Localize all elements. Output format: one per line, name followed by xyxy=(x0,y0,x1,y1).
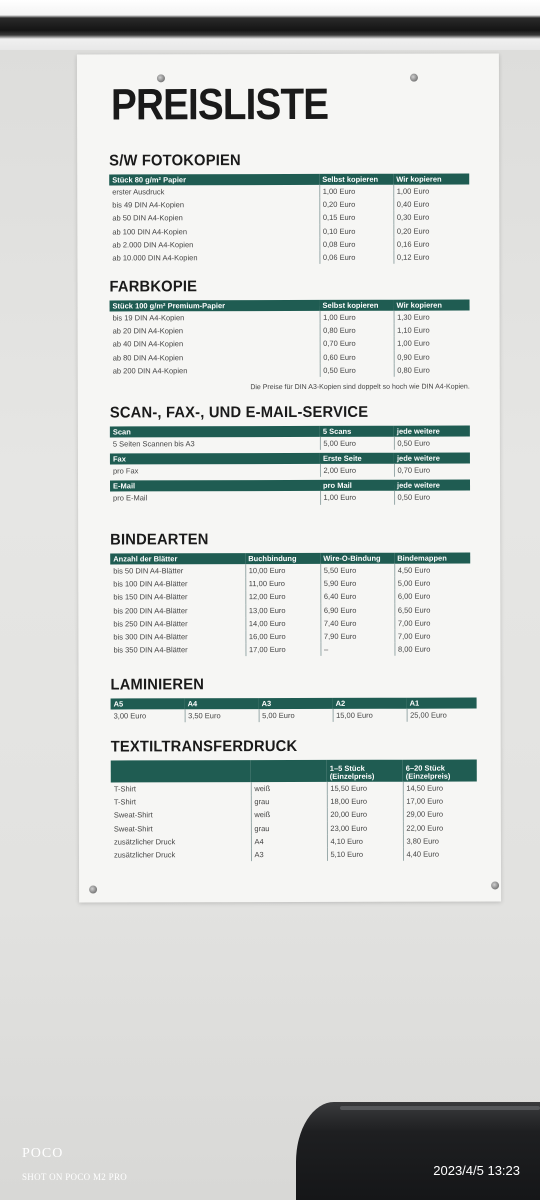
column-header: Bindemappen xyxy=(394,553,470,564)
column-header xyxy=(251,760,327,782)
table-cell: ab 50 DIN A4-Kopien xyxy=(112,213,183,223)
table-cell: 17,00 Euro xyxy=(245,643,320,656)
price-table xyxy=(111,760,477,862)
column-header: Erste Seite xyxy=(320,453,394,464)
column-header: Stück 100 g/m² Premium-Papier xyxy=(110,300,320,312)
table-cell: 5,00 Euro xyxy=(320,437,394,450)
section-title: S/W FOTOKOPIEN xyxy=(109,152,241,170)
table-row xyxy=(111,821,477,835)
column-header: A4 xyxy=(185,698,259,709)
table-cell: bis 200 DIN A4-Blätter xyxy=(113,605,188,616)
section-sw-copies xyxy=(109,152,469,265)
table-cell: 22,00 Euro xyxy=(403,821,477,834)
section-title: TEXTILTRANSFERDRUCK xyxy=(110,737,298,756)
column-header: 6–20 Stück (Einzelpreis) xyxy=(403,760,477,782)
column-header: 1–5 Stück (Einzelpreis) xyxy=(327,760,403,782)
table-cell: 14,00 Euro xyxy=(245,617,320,630)
table-cell: 1,30 Euro xyxy=(394,311,470,324)
table-cell: bis 50 DIN A4-Blätter xyxy=(113,566,184,576)
column-header: Wire-O-Bindung xyxy=(320,553,394,564)
table-row xyxy=(110,337,470,351)
table-cell: grau xyxy=(251,795,327,808)
table-cell: 12,00 Euro xyxy=(245,590,320,603)
section-color-copies xyxy=(109,278,470,392)
table-row xyxy=(111,847,477,861)
price-table xyxy=(109,174,469,265)
table-cell: 1,10 Euro xyxy=(394,324,470,337)
table-row xyxy=(111,795,477,809)
table-cell: zusätzlicher Druck xyxy=(113,837,176,847)
a3-note: Die Preise für DIN A3-Kopien sind doppelt so hoch wie DIN A4-Kopien. xyxy=(250,383,470,392)
screw-icon xyxy=(410,74,418,82)
table-cell: 14,50 Euro xyxy=(403,782,477,795)
column-header: jede weitere xyxy=(394,426,470,437)
table-cell: 1,00 Euro xyxy=(320,311,394,324)
table-cell: 0,80 Euro xyxy=(394,363,470,376)
table-cell: 15,00 Euro xyxy=(333,709,407,722)
column-header: Wir kopieren xyxy=(393,174,469,185)
table-cell: 1,00 Euro xyxy=(320,491,394,504)
table-row xyxy=(111,709,477,723)
column-header: 5 Scans xyxy=(320,426,394,437)
table-cell: 0,16 Euro xyxy=(393,237,469,250)
table-cell: 5,00 Euro xyxy=(394,577,470,590)
table-cell: 20,00 Euro xyxy=(327,808,403,821)
table-cell: A4 xyxy=(251,835,327,848)
table-cell: 13,00 Euro xyxy=(245,603,320,616)
column-header: pro Mail xyxy=(320,480,394,491)
column-header: Wir kopieren xyxy=(394,300,470,311)
column-header: Buchbindung xyxy=(245,553,320,564)
table-cell: 0,90 Euro xyxy=(394,350,470,363)
table-cell: pro Fax xyxy=(112,466,139,476)
table-cell: 1,00 Euro xyxy=(394,337,470,350)
table-cell: bis 49 DIN A4-Kopien xyxy=(112,200,185,210)
table-cell: 0,08 Euro xyxy=(319,237,393,250)
table-row xyxy=(110,629,470,643)
table-row xyxy=(109,224,469,238)
table-cell: ab 80 DIN A4-Kopien xyxy=(112,352,184,363)
table-cell: 6,90 Euro xyxy=(320,603,394,616)
page-title: PREISLISTE xyxy=(110,79,329,130)
table-cell: 0,70 Euro xyxy=(320,337,394,350)
table-cell: bis 300 DIN A4-Blätter xyxy=(113,632,188,642)
section-title: LAMINIEREN xyxy=(110,676,205,694)
table-cell: bis 150 DIN A4-Blätter xyxy=(113,592,188,602)
table-cell: bis 100 DIN A4-Blätter xyxy=(113,579,188,589)
table-cell: 11,00 Euro xyxy=(245,577,320,590)
table-row xyxy=(110,577,470,591)
table-cell: 5,90 Euro xyxy=(320,577,394,590)
column-header: A5 xyxy=(111,698,185,709)
table-cell: 0,20 Euro xyxy=(393,224,469,237)
table-row xyxy=(109,237,469,251)
column-header: Fax xyxy=(110,453,320,465)
table-row xyxy=(110,491,470,505)
table-cell: 10,00 Euro xyxy=(245,564,320,577)
table-cell: 18,00 Euro xyxy=(327,795,403,808)
table-cell: T-Shirt xyxy=(113,784,136,794)
table-cell: weiß xyxy=(251,782,327,795)
table-cell: Sweat-Shirt xyxy=(113,810,153,820)
printer-edge xyxy=(340,1106,540,1110)
price-list-poster xyxy=(77,53,501,902)
table-cell: erster Ausdruck xyxy=(112,187,165,197)
table-row xyxy=(110,616,470,630)
price-table xyxy=(110,553,470,657)
table-cell: 0,40 Euro xyxy=(393,198,469,211)
table-cell: 2,00 Euro xyxy=(320,464,394,477)
table-cell: T-Shirt xyxy=(113,797,136,807)
camera-watermark: SHOT ON POCO M2 PRO xyxy=(22,1172,128,1182)
table-cell: 5,10 Euro xyxy=(327,848,403,861)
table-cell: 0,60 Euro xyxy=(320,350,394,363)
section-binding xyxy=(110,531,470,657)
table-cell: 7,40 Euro xyxy=(320,616,394,629)
table-cell: ab 40 DIN A4-Kopien xyxy=(112,339,184,349)
column-header: Stück 80 g/m² Papier xyxy=(109,174,319,186)
table-cell: 0,70 Euro xyxy=(394,464,470,477)
table-cell: 0,50 Euro xyxy=(394,491,470,504)
table-row xyxy=(111,782,477,796)
table-row xyxy=(109,250,469,264)
table-row xyxy=(110,590,470,604)
table-cell: 17,00 Euro xyxy=(403,795,477,808)
section-scan-fax-email xyxy=(110,404,470,506)
table-cell: 6,50 Euro xyxy=(394,603,470,616)
column-header: Selbst kopieren xyxy=(319,174,393,185)
table-cell: 4,40 Euro xyxy=(403,847,477,860)
section-title: SCAN-, FAX-, UND E-MAIL-SERVICE xyxy=(109,403,369,422)
table-cell: ab 10.000 DIN A4-Kopien xyxy=(112,253,198,263)
table-cell: zusätzlicher Druck xyxy=(113,850,176,860)
screw-icon xyxy=(89,886,97,894)
table-cell: 0,80 Euro xyxy=(320,324,394,337)
table-row xyxy=(110,603,470,617)
table-cell: bis 250 DIN A4-Blätter xyxy=(113,619,188,629)
table-cell: ab 20 DIN A4-Kopien xyxy=(112,326,184,336)
table-cell: bis 19 DIN A4-Kopien xyxy=(112,313,185,323)
table-cell: Sweat-Shirt xyxy=(113,824,153,834)
table-cell: 4,50 Euro xyxy=(394,564,470,577)
table-row xyxy=(110,363,470,377)
table-cell: 16,00 Euro xyxy=(245,630,320,643)
price-table xyxy=(110,300,470,378)
table-cell: 15,50 Euro xyxy=(327,782,403,795)
table-cell: ab 200 DIN A4-Kopien xyxy=(112,366,188,376)
table-cell: 7,90 Euro xyxy=(320,630,394,643)
section-textile xyxy=(111,738,477,862)
column-header: A2 xyxy=(333,698,407,709)
table-row xyxy=(111,808,477,822)
table-row xyxy=(109,211,469,225)
table-row xyxy=(110,643,470,657)
column-header: E-Mail xyxy=(110,480,320,492)
table-row xyxy=(111,834,477,848)
table-cell: 23,00 Euro xyxy=(327,821,403,834)
table-cell: 6,00 Euro xyxy=(394,590,470,603)
table-row xyxy=(110,324,470,338)
printer-device xyxy=(296,1102,540,1200)
table-cell: 25,00 Euro xyxy=(407,709,477,722)
table-row xyxy=(110,437,470,451)
table-cell: 5,00 Euro xyxy=(259,709,333,722)
table-cell: weiß xyxy=(251,808,327,821)
table-cell: – xyxy=(320,643,394,656)
price-table xyxy=(110,426,470,506)
table-cell: 3,80 Euro xyxy=(403,834,477,847)
table-row xyxy=(109,185,469,199)
table-cell: 29,00 Euro xyxy=(403,808,477,821)
table-cell: 7,00 Euro xyxy=(394,629,470,642)
table-cell: ab 100 DIN A4-Kopien xyxy=(112,226,188,237)
table-row xyxy=(109,198,469,212)
top-frame xyxy=(0,0,540,50)
table-cell: 1,00 Euro xyxy=(319,185,393,198)
table-row xyxy=(110,311,470,325)
table-cell: 4,10 Euro xyxy=(327,834,403,847)
table-cell: 0,30 Euro xyxy=(393,211,469,224)
table-cell: 0,12 Euro xyxy=(393,250,469,263)
table-cell: 0,50 Euro xyxy=(394,437,470,450)
column-header: A3 xyxy=(259,698,333,709)
table-cell: grau xyxy=(251,821,327,834)
table-cell: ab 2.000 DIN A4-Kopien xyxy=(112,240,194,250)
table-cell: 3,00 Euro xyxy=(113,711,147,721)
column-header xyxy=(111,760,251,782)
table-row xyxy=(110,564,470,578)
table-row xyxy=(110,464,470,478)
table-cell: 0,20 Euro xyxy=(319,198,393,211)
table-cell: 6,40 Euro xyxy=(320,590,394,603)
table-cell: 0,10 Euro xyxy=(319,224,393,237)
table-cell: bis 350 DIN A4-Blätter xyxy=(113,645,188,655)
table-cell: 7,00 Euro xyxy=(394,616,470,629)
table-cell: 5 Seiten Scannen bis A3 xyxy=(112,439,195,449)
column-header: Scan xyxy=(110,426,320,438)
section-title: BINDEARTEN xyxy=(110,531,209,549)
table-cell: 3,50 Euro xyxy=(185,709,259,722)
table-cell: pro E-Mail xyxy=(113,493,148,503)
table-cell: 5,50 Euro xyxy=(320,564,394,577)
table-row xyxy=(110,350,470,364)
table-cell: 0,50 Euro xyxy=(320,363,394,376)
table-cell: 1,00 Euro xyxy=(393,185,469,198)
price-table xyxy=(111,698,477,723)
column-header: jede weitere xyxy=(394,480,470,491)
column-header: A1 xyxy=(407,698,477,709)
column-header: Anzahl der Blätter xyxy=(110,553,245,564)
column-header: Selbst kopieren xyxy=(320,300,394,311)
table-header-row xyxy=(111,760,477,783)
section-title: FARBKOPIE xyxy=(109,278,198,296)
section-laminating xyxy=(111,676,477,723)
table-cell: 8,00 Euro xyxy=(394,643,470,656)
timestamp: 2023/4/5 13:23 xyxy=(433,1163,520,1178)
table-cell: 0,15 Euro xyxy=(319,211,393,224)
camera-brand: POCO xyxy=(22,1146,64,1161)
screw-icon xyxy=(491,881,499,889)
column-header: jede weitere xyxy=(394,453,470,464)
table-cell: 0,06 Euro xyxy=(319,251,393,264)
table-cell: A3 xyxy=(251,848,327,861)
